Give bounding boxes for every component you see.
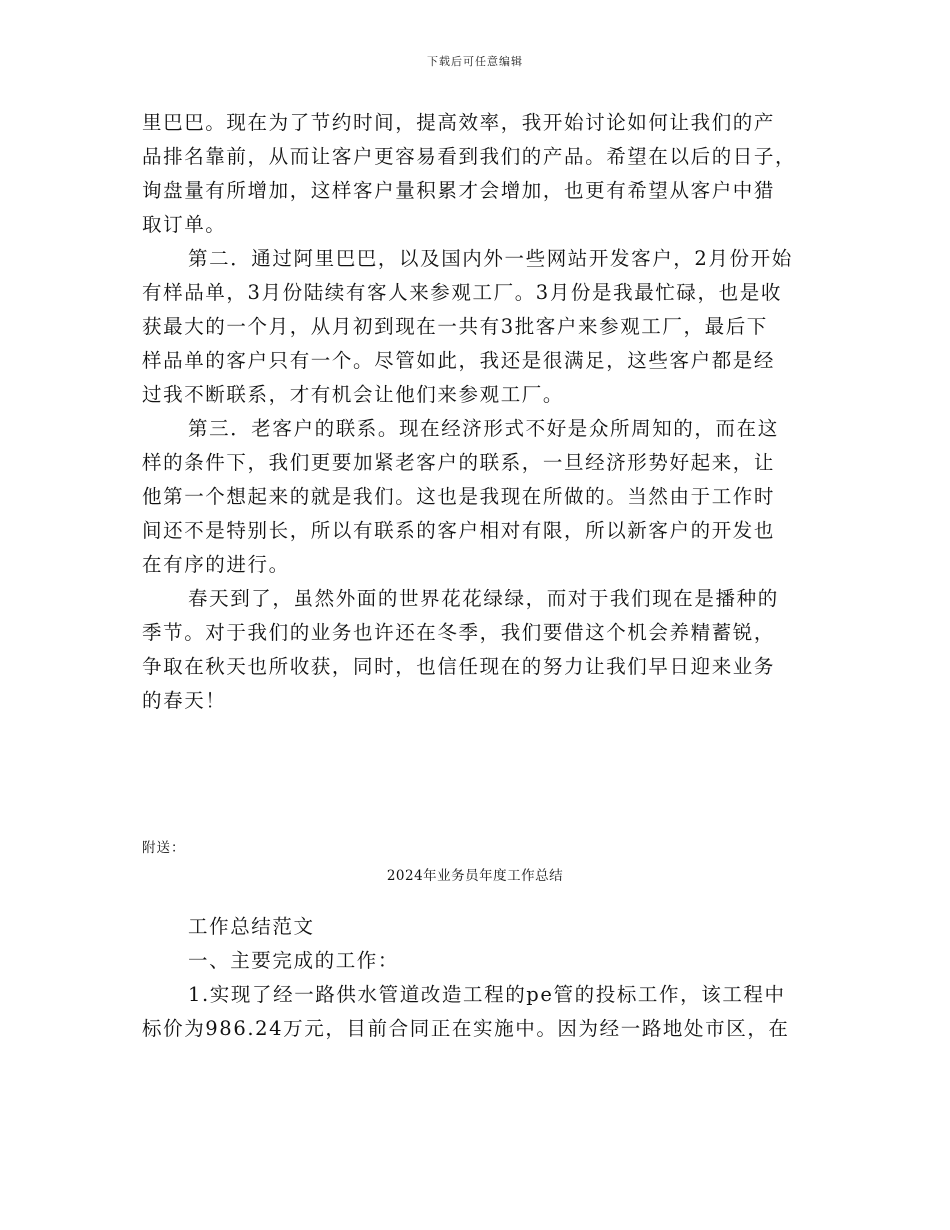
paragraph-line: 取订单。	[142, 213, 227, 236]
paragraph-line: 在有序的进行。	[142, 553, 290, 576]
section-heading: 工作总结范文	[188, 915, 315, 938]
section-subheading: 一、主要完成的工作：	[188, 949, 400, 972]
paragraph-line: 1.实现了经一路供水管道改造工程的pe管的投标工作，该工程中	[188, 983, 786, 1006]
paragraph-line: 询盘量有所增加，这样客户量积累才会增加，也更有希望从客户中猎	[142, 179, 776, 202]
paragraph-line: 春天到了，虽然外面的世界花花绿绿，而对于我们现在是播种的	[188, 587, 779, 610]
paragraph-line: 间还不是特别长，所以有联系的客户相对有限，所以新客户的开发也	[142, 519, 776, 542]
paragraph-line: 季节。对于我们的业务也许还在冬季，我们要借这个机会养精蓄锐，	[142, 621, 776, 644]
paragraph-line: 样品单的客户只有一个。尽管如此，我还是很满足，这些客户都是经	[142, 349, 776, 372]
paragraph-line: 样的条件下，我们更要加紧老客户的联系，一旦经济形势好起来，让	[142, 451, 776, 474]
paragraph-line: 争取在秋天也所收获，同时，也信任现在的努力让我们早日迎来业务	[142, 655, 776, 678]
main-body	[142, 106, 810, 718]
page-header: 下载后可任意编辑	[427, 55, 523, 68]
paragraph-line: 过我不断联系，才有机会让他们来参观工厂。	[142, 383, 565, 406]
paragraph-line: 他第一个想起来的就是我们。这也是我现在所做的。当然由于工作时	[142, 485, 776, 508]
paragraph-line: 有样品单，3月份陆续有客人来参观工厂。3月份是我最忙碌，也是收	[142, 281, 782, 304]
appendix-title: 2024年业务员年度工作总结	[386, 868, 564, 884]
paragraph-line: 标价为986.24万元，目前合同正在实施中。因为经一路地处市区，在	[142, 1017, 790, 1040]
paragraph-line: 第三．老客户的联系。现在经济形式不好是众所周知的，而在这	[188, 417, 779, 440]
paragraph-line: 第二．通过阿里巴巴，以及国内外一些网站开发客户，2月份开始	[188, 247, 793, 270]
appendix-label: 附送：	[142, 840, 186, 856]
summary-body	[142, 910, 810, 1046]
paragraph-line: 的春天！	[142, 689, 227, 712]
paragraph-line: 品排名靠前，从而让客户更容易看到我们的产品。希望在以后的日子，	[142, 145, 797, 168]
paragraph-line: 获最大的一个月，从月初到现在一共有3批客户来参观工厂，最后下	[142, 315, 768, 338]
paragraph-line: 里巴巴。现在为了节约时间，提高效率，我开始讨论如何让我们的产	[142, 111, 776, 134]
